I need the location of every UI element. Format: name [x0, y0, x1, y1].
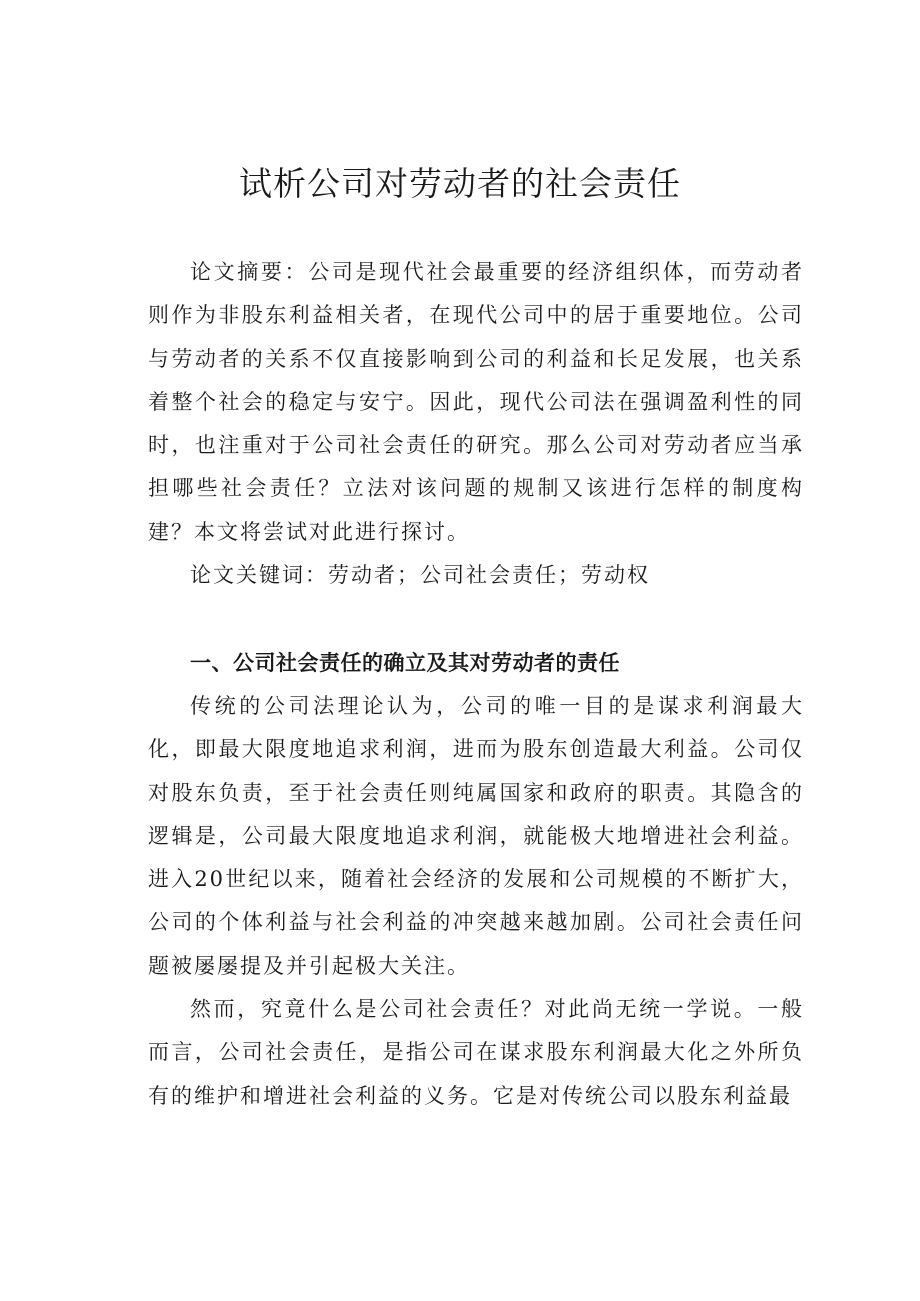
keywords-paragraph: 论文关键词：劳动者；公司社会责任；劳动权 [190, 563, 650, 587]
abstract-paragraph: 论文摘要：公司是现代社会最重要的经济组织体，而劳动者则作为非股东利益相关者，在现代公司中的居于重要地位。公司与劳动者的关系不仅直接影响到公司的利益和长足发展，也关系着整个社会的稳定与安宁。因此，现代公司法在强调盈利性的同时，也注重对于公司社会责任的研究。那么公司对劳动者应当承担哪些社会责任？立法对该问题的规制又该进行怎样的制度构建？本文将尝试对此进行探讨。 [148, 260, 804, 544]
document-title: 试析公司对劳动者的社会责任 [239, 164, 681, 203]
section-heading: 一、公司社会责任的确立及其对劳动者的责任 [190, 651, 620, 675]
body-paragraph-2: 然而，究竟什么是公司社会责任？对此尚无统一学说。一般而言，公司社会责任，是指公司在谋求股东利润最大化之外所负有的维护和增进社会利益的义务。它是对传统公司以股东利益最 [148, 997, 804, 1108]
body-paragraph-1: 传统的公司法理论认为，公司的唯一目的是谋求利润最大化，即最大限度地追求利润，进而为股东创造最大利益。公司仅对股东负责，至于社会责任则纯属国家和政府的职责。其隐含的逻辑是，公司最大限度地追求利润，就能极大地增进社会利益。进入20世纪以来，随着社会经济的发展和公司规模的不断扩大，公司的个体利益与社会利益的冲突越来越加剧。公司社会责任问题被屡屡提及并引起极大关注。 [148, 694, 804, 978]
